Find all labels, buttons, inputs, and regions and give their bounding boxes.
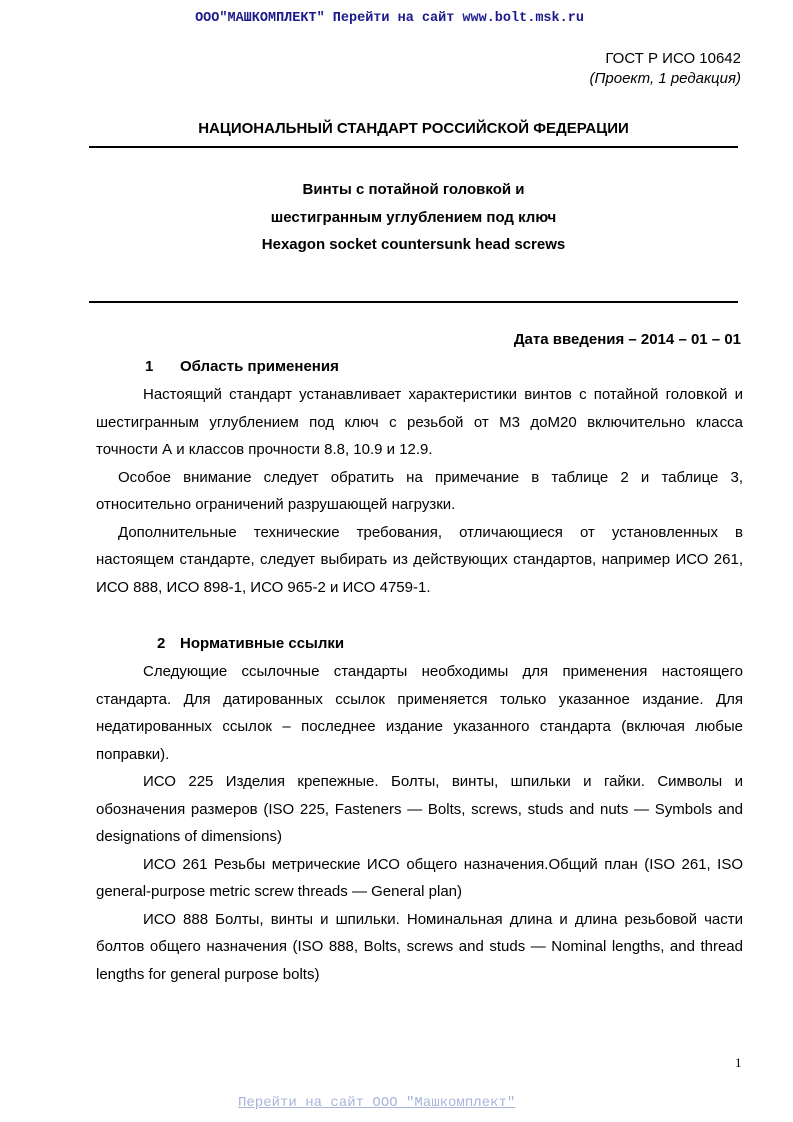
draft-status: (Проект, 1 редакция)	[589, 70, 741, 87]
paragraph: Настоящий стандарт устанавливает характеристики винтов с потайной головкой и шестигранным углублением под ключ с резьбой от М3 доМ20 включительно класса точности А и классов прочности 8.8, 10.9 и 12.9.	[96, 386, 743, 458]
bottom-divider	[89, 301, 738, 303]
footer-site-link[interactable]: Перейти на сайт ООО "Машкомплект"	[238, 1095, 516, 1111]
section-2-body	[96, 658, 743, 988]
top-divider	[89, 146, 738, 148]
standard-type-text: НАЦИОНАЛЬНЫЙ СТАНДАРТ РОССИЙСКОЙ ФЕДЕРАЦИИ	[198, 120, 629, 137]
standard-type-heading	[0, 120, 793, 137]
title-en: Hexagon socket countersunk head screws	[261, 236, 566, 253]
section-2-number: 2	[157, 635, 166, 652]
section-1-heading	[145, 358, 339, 375]
paragraph: Дополнительные технические требования, отличающиеся от установленных в настоящем стандарте, следует выбирать из действующих стандартов, например ИСО 261, ИСО 888, ИСО 898-1, ИСО 965-2 и ИСО 4759-1.	[96, 523, 743, 596]
reference-item: ИСО 888 Болты, винты и шпильки. Номинальная длина и длина резьбовой части болтов общего назначения (ISO 888, Bolts, screws and studs — Nominal lengths, and thread lengths for general purpose bolts)	[96, 910, 743, 983]
header-site-link-text[interactable]: ООО"МАШКОМПЛЕКТ" Перейти на сайт www.bolt.msk.ru	[195, 11, 584, 26]
paragraph: Особое внимание следует обратить на примечание в таблице 2 и таблице 3, относительно ограничений разрушающей нагрузки.	[96, 468, 743, 513]
section-2-title: Нормативные ссылки	[180, 635, 345, 652]
section-1-body	[96, 381, 743, 601]
document-designation	[590, 49, 741, 89]
title-ru-line1: Винты с потайной головкой и	[302, 181, 525, 198]
introduction-date: Дата введения – 2014 – 01 – 01	[513, 331, 741, 348]
reference-item: ИСО 225 Изделия крепежные. Болты, винты, шпильки и гайки. Символы и обозначения размеров (ISO 225, Fasteners — Bolts, screws, studs and nuts — Symbols and designations of dimensions)	[96, 773, 743, 845]
gost-code: ГОСТ Р ИСО 10642	[605, 50, 741, 67]
section-1-title: Область применения	[180, 358, 339, 375]
section-2-heading	[157, 635, 344, 652]
reference-item: ИСО 261 Резьбы метрические ИСО общего назначения.Общий план (ISO 261, ISO general-purpose metric screw threads — General plan)	[96, 855, 743, 900]
document-title	[0, 176, 793, 259]
header-site-link[interactable]	[0, 11, 793, 26]
page-number: 1	[735, 1055, 742, 1070]
title-ru-line2: шестигранным углублением под ключ	[270, 208, 557, 226]
section-1-number: 1	[145, 358, 154, 375]
paragraph: Следующие ссылочные стандарты необходимы для применения настоящего стандарта. Для датированных ссылок применяется только указанное издание. Для недатированных ссылок – последнее издание указанного стандарта (включая любые поправки).	[96, 663, 743, 763]
